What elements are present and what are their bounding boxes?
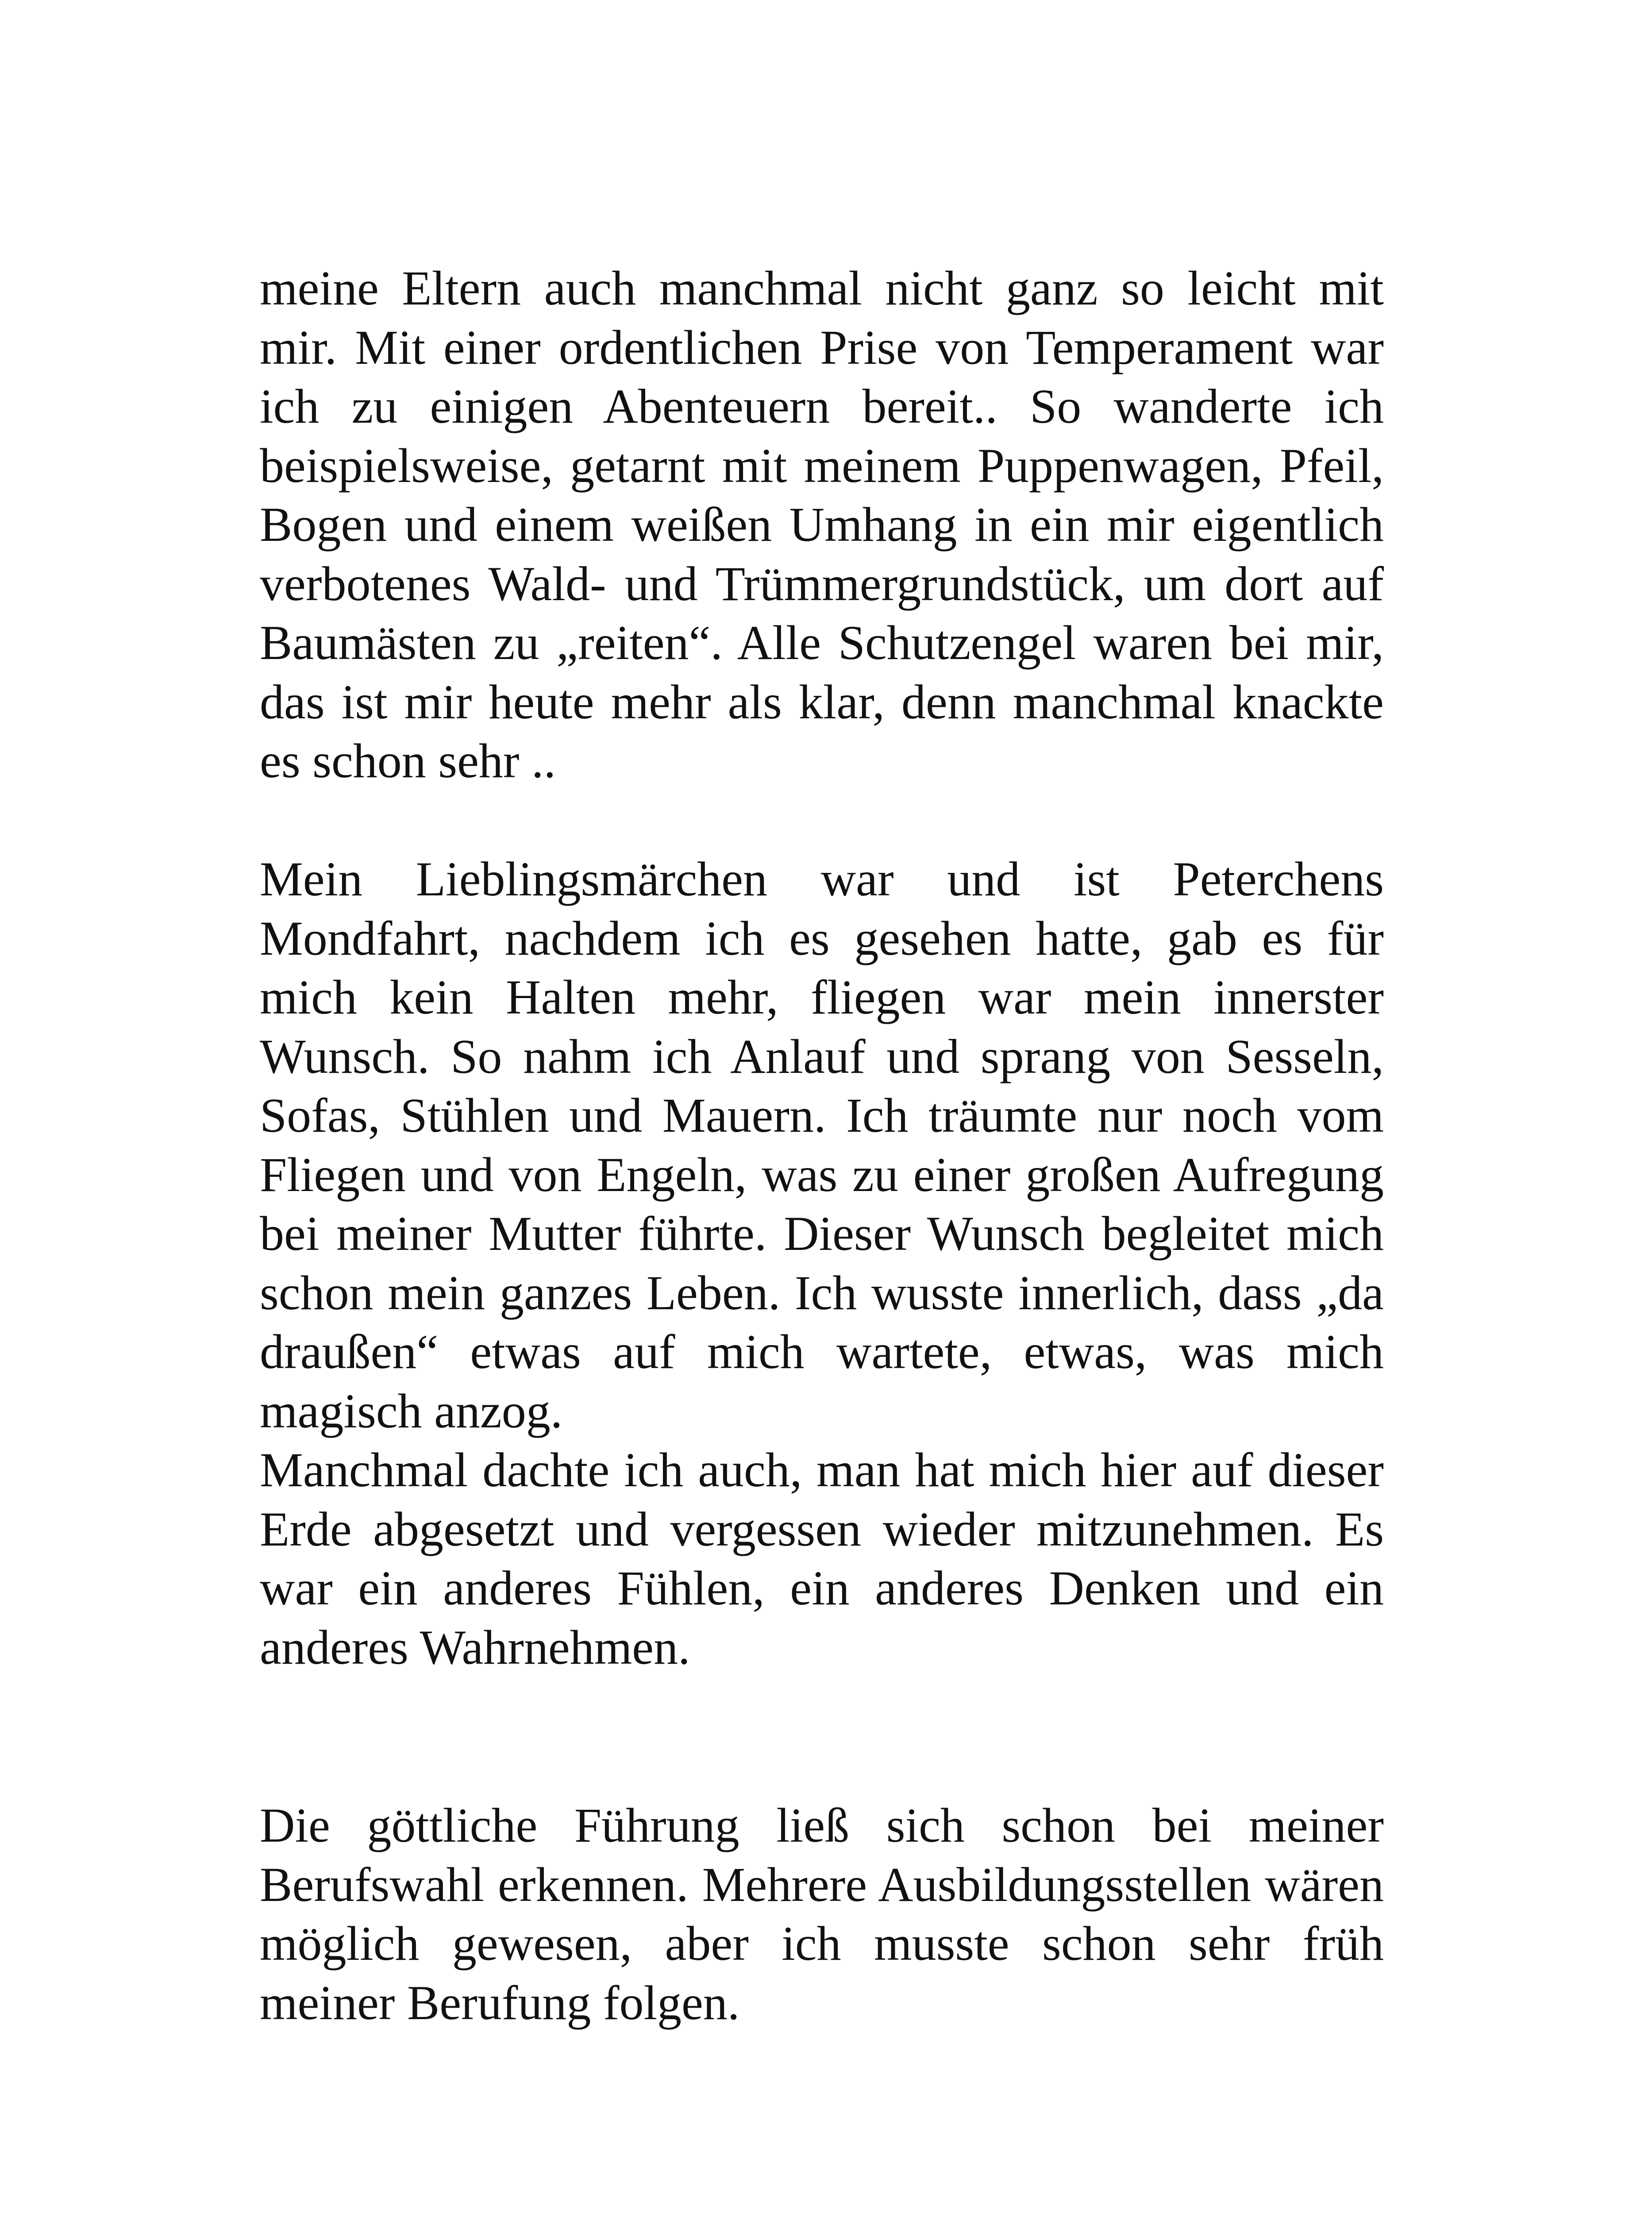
paragraph-text: Die göttliche Führung ließ sich schon bei meiner Berufswahl erkennen. Mehrere Ausbildungsstellen wären möglich gewesen, aber ich musste schon sehr früh meiner Berufung folgen. <box>260 1798 1384 2030</box>
paragraph-feeling-different <box>260 1441 1384 1677</box>
paragraph-childhood-adventures <box>260 259 1384 791</box>
paragraph-career-choice <box>260 1796 1384 2032</box>
paragraph-text: Manchmal dachte ich auch, man hat mich hier auf dieser Erde abgesetzt und vergessen wieder mitzunehmen. Es war ein anderes Fühlen, ein anderes Denken und ein anderes Wahrnehmen. <box>260 1443 1384 1674</box>
paragraph-favorite-fairytale <box>260 850 1384 1441</box>
paragraph-text: meine Eltern auch manchmal nicht ganz so leicht mit mir. Mit einer ordentlichen Prise von Temperament war ich zu einigen Abenteuern bereit.. So wanderte ich beispielsweise, getarnt mit meinem Puppenwagen, Pfeil, Bogen und einem weißen Umhang in ein mir eigentlich verbotenes Wald- und Trümmergrundstück, um dort auf Baumästen zu „reiten“. Alle Schutzengel waren bei mir, das ist mir heute mehr als klar, denn manchmal knackte es schon sehr .. <box>260 261 1384 788</box>
paragraph-text: Mein Lieblingsmärchen war und ist Peterchens Mondfahrt, nachdem ich es gesehen hatte, gab es für mich kein Halten mehr, fliegen war mein innerster Wunsch. So nahm ich Anlauf und sprang von Sesseln, Sofas, Stühlen und Mauern. Ich träumte nur noch vom Fliegen und von Engeln, was zu einer großen Aufregung bei meiner Mutter führte. Dieser Wunsch begleitet mich schon mein ganzes Leben. Ich wusste innerlich, dass „da draußen“ etwas auf mich wartete, etwas, was mich magisch anzog. <box>260 852 1384 1438</box>
